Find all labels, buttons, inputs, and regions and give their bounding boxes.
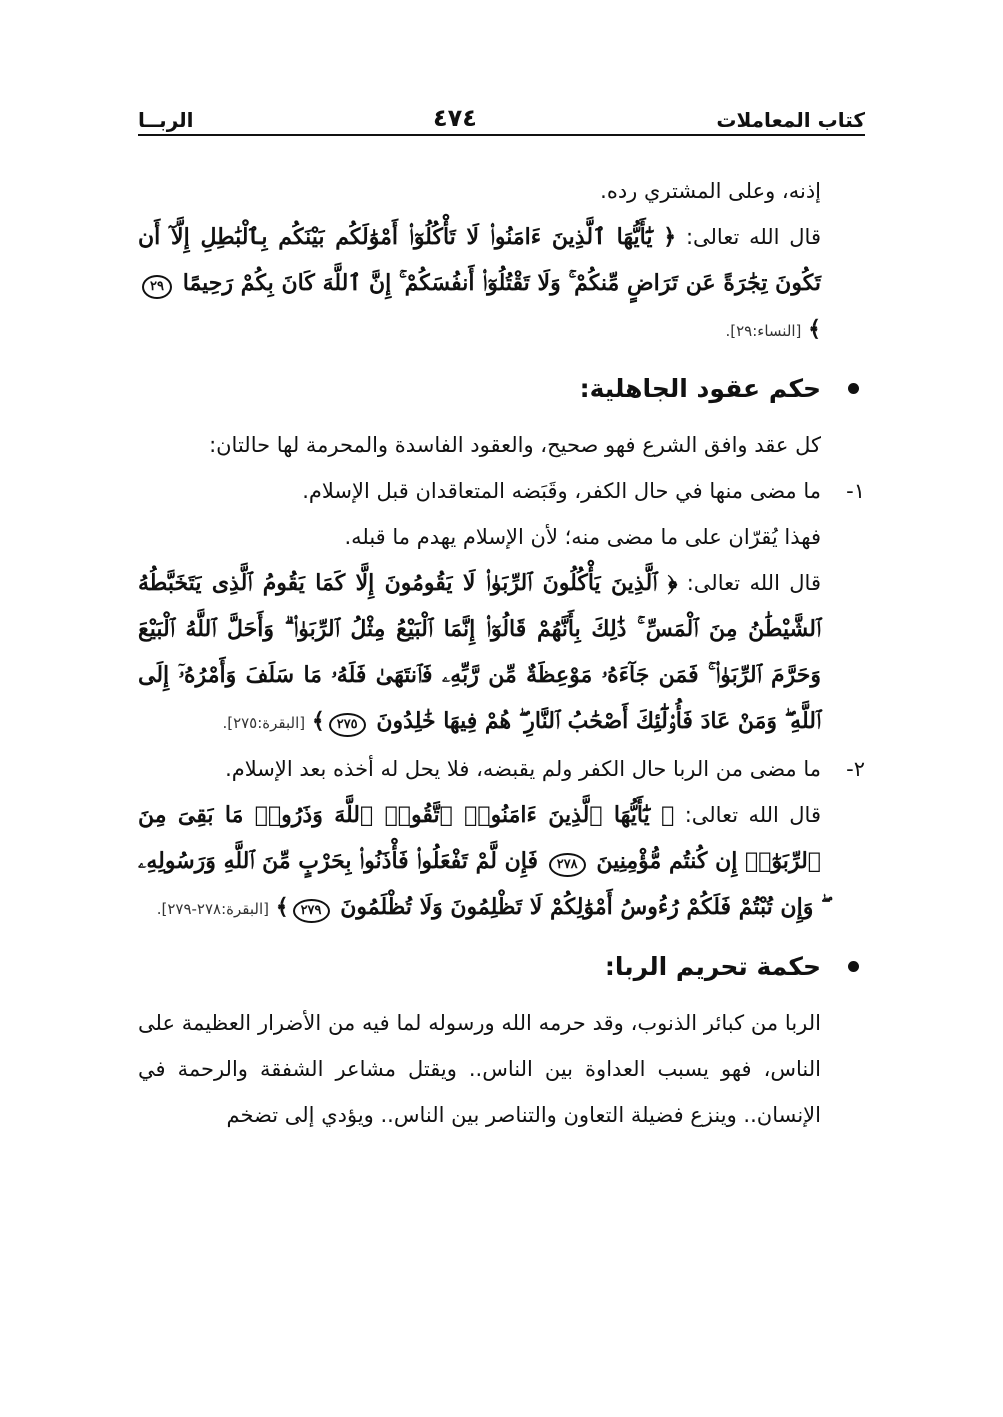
- ayah-number-marker: ٢٧٥: [329, 713, 366, 737]
- ayah-number-marker: ٢٧٨: [549, 853, 586, 877]
- verse-close-bracket: ﴾: [808, 316, 821, 342]
- verse-intro: قال الله تعالى:: [685, 225, 821, 249]
- item-number: ٢-: [846, 757, 865, 781]
- book-title: كتاب المعاملات: [716, 108, 865, 132]
- verse-close-bracket: ﴾: [275, 894, 289, 920]
- heading-text: حكم عقود الجاهلية:: [579, 374, 821, 403]
- verse-close-bracket: ﴾: [311, 708, 325, 734]
- verse-block-3: [138, 792, 821, 932]
- quran-verse-text: ﴿ يَٰٓأَيُّهَا ٱلَّذِينَ ءَامَنُوا۟ ٱتَّقُوا۟ ٱللَّهَ وَذَرُوا۟ مَا بَقِىَ مِنَ ٱلرِّبَوٰٓا۟ إِن كُنتُم مُّؤْمِنِينَ: [138, 802, 821, 874]
- item-text: ما مضى منها في حال الكفر، وقَبَضه المتعاقدان قبل الإسلام.: [302, 479, 821, 503]
- page-body: [138, 168, 865, 1138]
- quran-verse-text: ﴿ يَٰٓأَيُّهَا ٱلَّذِينَ ءَامَنُوا۟ لَا تَأْكُلُوٓا۟ أَمْوَٰلَكُم بَيْنَكُم بِٱلْبَٰطِلِ إِلَّآ أَن تَكُونَ تِجَٰرَةً عَن تَرَاضٍ مِّنكُمْ ۚ وَلَا تَقْتُلُوٓا۟ أَنفُسَكُمْ ۚ إِنَّ ٱللَّهَ كَانَ بِكُمْ رَحِيمًا: [138, 224, 821, 296]
- verse-citation: [البقرة:٢٧٥].: [222, 714, 306, 732]
- verse-intro: قال الله تعالى:: [684, 803, 821, 827]
- item-text: ما مضى من الربا حال الكفر ولم يقبضه، فلا يحل له أخذه بعد الإسلام.: [225, 757, 821, 781]
- chapter-title: الربــا: [138, 108, 194, 132]
- verse-citation: [النساء:٢٩].: [725, 322, 802, 340]
- ayah-number-marker: ٢٩: [142, 275, 172, 299]
- numbered-item-2: [138, 746, 865, 792]
- verse-intro: قال الله تعالى:: [686, 571, 821, 595]
- continuation-line: إذنه، وعلى المشتري رده.: [600, 179, 821, 203]
- ayah-number-marker: ٢٧٩: [293, 899, 330, 923]
- quran-verse-text: فَإِن لَّمْ تَفْعَلُوا۟ فَأْذَنُوا۟ بِحَرْبٍ مِّنَ ٱللَّهِ وَرَسُولِهِۦ ۖ وَإِن تُبْتُمْ فَلَكُمْ رُءُوسُ أَمْوَٰلِكُمْ لَا تَظْلِمُونَ وَلَا تُظْلَمُونَ: [138, 848, 821, 920]
- verse-block-2: [138, 560, 821, 746]
- bullet-icon: [848, 961, 859, 972]
- item-number: ١-: [846, 479, 865, 503]
- verse-citation: [البقرة:٢٧٨-٢٧٩].: [156, 900, 269, 918]
- verse-block-1: [138, 214, 821, 354]
- page-number: ٤٧٤: [432, 104, 477, 132]
- page-header: [138, 96, 865, 136]
- numbered-item-1: [138, 468, 865, 514]
- paragraph: كل عقد وافق الشرع فهو صحيح، والعقود الفاسدة والمحرمة لها حالتان:: [209, 433, 821, 457]
- heading-text: حكمة تحريم الربا:: [604, 952, 821, 981]
- paragraph: فهذا يُقرّان على ما مضى منه؛ لأن الإسلام يهدم ما قبله.: [344, 525, 821, 549]
- section-heading: [138, 940, 821, 994]
- bullet-icon: [848, 383, 859, 394]
- quran-verse-text: ﴿ ٱلَّذِينَ يَأْكُلُونَ ٱلرِّبَوٰا۟ لَا يَقُومُونَ إِلَّا كَمَا يَقُومُ ٱلَّذِى يَتَخَبَّطُهُ ٱلشَّيْطَٰنُ مِنَ ٱلْمَسِّ ۚ ذَٰلِكَ بِأَنَّهُمْ قَالُوٓا۟ إِنَّمَا ٱلْبَيْعُ مِثْلُ ٱلرِّبَوٰا۟ ۗ وَأَحَلَّ ٱللَّهُ ٱلْبَيْعَ وَحَرَّمَ ٱلرِّبَوٰا۟ ۚ فَمَن جَآءَهُۥ مَوْعِظَةٌ مِّن رَّبِّهِۦ فَٱنتَهَىٰ فَلَهُۥ مَا سَلَفَ وَأَمْرُهُۥٓ إِلَى ٱللَّهِ ۖ وَمَنْ عَادَ فَأُو۟لَٰٓئِكَ أَصْحَٰبُ ٱلنَّارِ ۖ هُمْ فِيهَا خَٰلِدُونَ: [138, 570, 821, 734]
- paragraph: الربا من كبائر الذنوب، وقد حرمه الله ورسوله لما فيه من الأضرار العظيمة على الناس، فهو يسبب العداوة بين الناس.. ويقتل مشاعر الشفقة والرحمة في الإنسان.. وينزع فضيلة التعاون والتناصر بين الناس.. ويؤدي إلى تضخم: [138, 1011, 821, 1127]
- section-heading: [138, 362, 821, 416]
